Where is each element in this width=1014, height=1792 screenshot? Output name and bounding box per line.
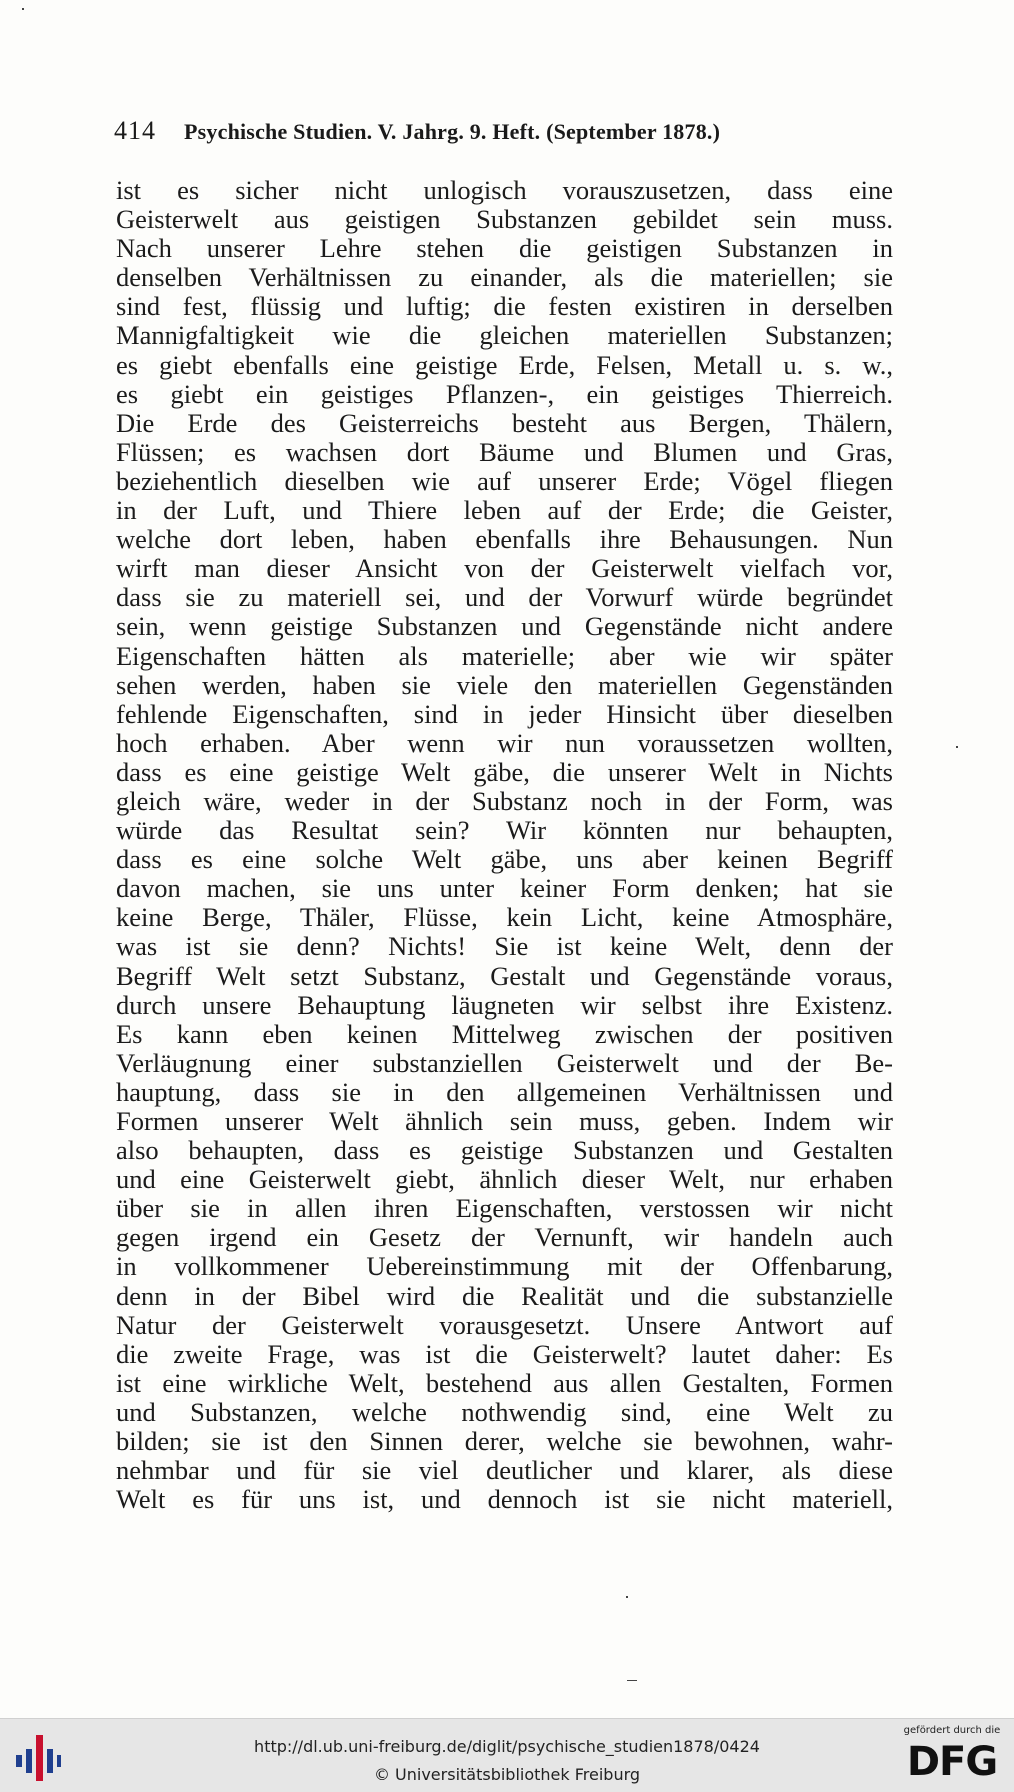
text-line: ist es sicher nicht unlogisch vorauszusetzen, dass eine [116,176,893,205]
text-line: die zweite Frage, was ist die Geisterwelt? lautet daher: Es [116,1339,893,1369]
text-line: es giebt ebenfalls eine geistige Erde, Felsen, Metall u. s. w., [116,350,893,380]
scan-speck [22,8,24,10]
text-line: in vollkommener Uebereinstimmung mit der Offenbarung, [116,1252,893,1282]
text-line: in der Luft, und Thiere leben auf der Erde; die Geister, [116,496,893,526]
body-text [116,176,893,1514]
running-head: Psychische Studien. V. Jahrg. 9. Heft. (September 1878.) [184,119,721,144]
text-line: über sie in allen ihren Eigenschaften, verstossen wir nicht [116,1194,893,1224]
source-url[interactable]: http://dl.ub.uni-freiburg.de/diglit/psychische_studien1878/0424 [254,1737,760,1756]
text-line: Begriff Welt setzt Substanz, Gestalt und Gegenstände voraus, [116,961,893,991]
text-line: würde das Resultat sein? Wir könnten nur behaupten, [116,816,893,846]
text-line: gleich wäre, weder in der Substanz noch in der Form, was [116,786,893,816]
text-line: dass es eine geistige Welt gäbe, die unserer Welt in Nichts [116,757,893,787]
text-line: keine Berge, Thäler, Flüsse, kein Licht, keine Atmosphäre, [116,903,893,933]
scan-speck [956,746,958,748]
copyright-notice: © Universitätsbibliothek Freiburg [373,1765,641,1784]
footer-bar [0,1718,1014,1792]
text-line: sehen werden, haben sie viele den materiellen Gegenständen [116,670,893,700]
text-line: sind fest, flüssig und luftig; die festen existiren in derselben [116,292,893,322]
text-line: Mannigfaltigkeit wie die gleichen materiellen Substanzen; [116,321,893,351]
page-number: 414 [114,116,156,145]
scan-speck [627,1680,637,1681]
page-header [114,116,894,150]
dfg-wordmark: DFG [906,1739,998,1785]
text-line: denn in der Bibel wird die Realität und die substanzielle [116,1281,893,1311]
text-line: dass sie zu materiell sei, und der Vorwurf würde begründet [116,583,893,613]
text-line: Verläugnung einer substanziellen Geisterwelt und der Be- [116,1048,893,1078]
text-line: und eine Geisterwelt giebt, ähnlich dieser Welt, nur erhaben [116,1165,893,1195]
text-line: Geisterwelt aus geistigen Substanzen gebildet sein muss. [116,205,893,235]
text-line: Formen unserer Welt ähnlich sein muss, geben. Indem wir [116,1107,893,1136]
text-line: nehmbar und für sie viel deutlicher und klarer, als diese [116,1456,893,1486]
scan-speck [626,1596,628,1598]
text-line: beziehentlich dieselben wie auf unserer Erde; Vögel fliegen [116,466,893,496]
text-line: dass es eine solche Welt gäbe, uns aber keinen Begriff [116,845,893,875]
text-line: was ist sie denn? Nichts! Sie ist keine Welt, denn der [116,932,893,962]
text-line: gegen irgend ein Gesetz der Vernunft, wir handeln auch [116,1223,893,1253]
text-line: bilden; sie ist den Sinnen derer, welche sie bewohnen, wahr- [116,1427,893,1457]
text-line: Die Erde des Geisterreichs besteht aus Bergen, Thälern, [116,408,893,438]
text-line: Nach unserer Lehre stehen die geistigen Substanzen in [116,234,893,264]
text-line: Eigenschaften hätten als materielle; aber wie wir später [116,641,893,671]
text-line: wirft man dieser Ansicht von der Geisterwelt vielfach vor, [116,554,893,584]
text-line: welche dort leben, haben ebenfalls ihre Behausungen. Nun [116,525,893,555]
text-line: hauptung, dass sie in den allgemeinen Verhältnissen und [116,1077,893,1107]
text-line: also behaupten, dass es geistige Substanzen und Gestalten [116,1136,893,1166]
text-line: Es kann eben keinen Mittelweg zwischen der positiven [116,1019,893,1049]
text-line: Welt es für uns ist, und dennoch ist sie nicht materiell, [116,1485,893,1515]
text-line: es giebt ein geistiges Pflanzen-, ein geistiges Thierreich. [116,379,893,409]
text-line: sein, wenn geistige Substanzen und Gegenstände nicht andere [116,612,893,642]
dfg-tagline: gefördert durch die [903,1725,1001,1736]
text-line: hoch erhaben. Aber wenn wir nun voraussetzen wollten, [116,728,893,758]
text-line: Natur der Geisterwelt vorausgesetzt. Unsere Antwort auf [116,1310,893,1340]
text-line: und Substanzen, welche nothwendig sind, eine Welt zu [116,1397,893,1427]
text-line: fehlende Eigenschaften, sind in jeder Hinsicht über dieselben [116,699,893,729]
text-line: denselben Verhältnissen zu einander, als die materiellen; sie [116,263,893,293]
dfg-logo [896,1723,1008,1789]
text-line: davon machen, sie uns unter keiner Form denken; hat sie [116,874,893,904]
text-line: durch unsere Behauptung läugneten wir selbst ihre Existenz. [116,990,893,1020]
text-line: ist eine wirkliche Welt, bestehend aus allen Gestalten, Formen [116,1368,893,1398]
text-line: Flüssen; es wachsen dort Bäume und Blumen und Gras, [116,437,893,467]
